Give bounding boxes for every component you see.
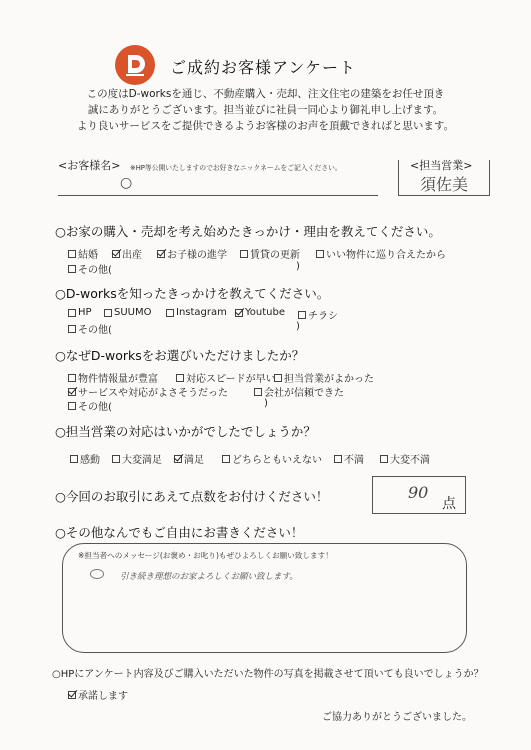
free-comment-text: 引き続き理想のお家よろしくお願い致します。 bbox=[120, 572, 298, 582]
checkbox bbox=[112, 455, 120, 463]
q3-option-service[interactable]: サービスや対応がよさそうだった bbox=[68, 384, 228, 399]
q4-title: ○担当営業の対応はいかがでしたでしょうか？ bbox=[55, 424, 316, 439]
checkbox bbox=[68, 265, 76, 273]
q3-title: ○なぜD-worksをお選びいただけましたか？ bbox=[55, 348, 305, 363]
q3-option-property-info[interactable]: 物件情報量が豊富 bbox=[68, 370, 158, 385]
checkbox bbox=[68, 374, 76, 382]
checkbox bbox=[274, 374, 282, 382]
checkbox bbox=[176, 374, 184, 382]
customer-name-note: ※HP等公開いたしますのでお好きなニックネームをご記入ください。 bbox=[130, 164, 342, 172]
intro-line-2: 誠にありがとうございます。担当並びに社員一同心より御礼申し上げます。 bbox=[87, 104, 444, 116]
thanks-text: ご協力ありがとうございました。 bbox=[322, 712, 472, 723]
checkbox bbox=[68, 325, 76, 333]
q2-option-youtube[interactable]: Youtube bbox=[235, 307, 285, 318]
checkbox bbox=[68, 309, 76, 317]
checkbox-checked bbox=[174, 455, 182, 463]
checkbox bbox=[222, 455, 230, 463]
q4-option-dissatisfied[interactable]: 不満 bbox=[334, 451, 364, 466]
free-comment-note: ※担当者へのメッセージ(お褒め・お叱り)もぜひよろしくお願い致します！ bbox=[78, 551, 333, 560]
q4-option-very-dissatisfied[interactable]: 大変不満 bbox=[380, 451, 430, 466]
q4-option-very-satisfied[interactable]: 大変満足 bbox=[112, 451, 162, 466]
q2-title: ○D-worksを知ったきっかけを教えてください。 bbox=[55, 286, 330, 301]
q4-option-neutral[interactable]: どちらともいえない bbox=[222, 451, 322, 466]
q2-option-hp[interactable]: HP bbox=[68, 307, 92, 318]
checkbox-checked bbox=[235, 309, 243, 317]
q1-option-marriage[interactable]: 結婚 bbox=[68, 246, 98, 261]
intro-line-1: この度はD-worksを通じ、不動産購入・売却、注文住宅の建築をお任せ頂き bbox=[86, 88, 445, 100]
q5-title: ○今回のお取引にあえて点数をお付けください！ bbox=[55, 489, 329, 504]
consent-option-agree[interactable]: 承諾します bbox=[68, 687, 128, 702]
q1-option-good-property[interactable]: いい物件に巡り合えたから bbox=[316, 246, 446, 261]
customer-name-underline bbox=[58, 195, 378, 196]
checkbox-checked bbox=[112, 250, 120, 258]
q2-option-instagram[interactable]: Instagram bbox=[166, 307, 227, 318]
q1-option-birth[interactable]: 出産 bbox=[112, 246, 142, 261]
checkbox bbox=[70, 455, 78, 463]
checkbox bbox=[166, 309, 174, 317]
q3-other-close: ) bbox=[264, 398, 268, 409]
score-value: 90 bbox=[408, 483, 429, 502]
checkbox bbox=[68, 250, 76, 258]
consent-question: ○HPにアンケート内容及びご購入いただいた物件の写真を掲載させて頂いても良いでしょうか？ bbox=[52, 669, 484, 680]
staff-value[interactable]: 須佐美 bbox=[420, 175, 469, 194]
q3-option-trust[interactable]: 会社が信頼できた bbox=[254, 384, 344, 399]
checkbox bbox=[380, 455, 388, 463]
q3-option-speed[interactable]: 対応スピードが早い bbox=[176, 370, 276, 385]
q1-option-school[interactable]: お子様の進学 bbox=[157, 246, 227, 261]
q2-other-close: ) bbox=[296, 321, 300, 332]
q2-option-suumo[interactable]: SUUMO bbox=[104, 307, 152, 318]
q1-other-close: ) bbox=[296, 261, 300, 272]
checkbox bbox=[68, 402, 76, 410]
checkbox-checked bbox=[157, 250, 165, 258]
checkbox bbox=[254, 388, 262, 396]
d-works-logo bbox=[115, 45, 155, 85]
q2-option-other[interactable]: その他( bbox=[68, 321, 112, 336]
q6-title: ○その他なんでもご自由にお書きください！ bbox=[55, 525, 304, 540]
scribble-icon bbox=[90, 569, 104, 579]
q3-option-other[interactable]: その他( bbox=[68, 398, 112, 413]
customer-name-value[interactable]: ○ bbox=[120, 175, 133, 191]
q1-option-other[interactable]: その他( bbox=[68, 261, 112, 276]
checkbox bbox=[104, 309, 112, 317]
customer-name-label: <お客様名> bbox=[58, 159, 121, 172]
score-unit: 点 bbox=[442, 496, 456, 512]
page-title: ご成約お客様アンケート bbox=[170, 58, 357, 77]
checkbox-checked bbox=[68, 388, 76, 396]
checkbox-checked bbox=[68, 691, 76, 699]
logo-mark-icon bbox=[122, 52, 148, 78]
q4-option-satisfied[interactable]: 満足 bbox=[174, 451, 204, 466]
checkbox bbox=[298, 311, 306, 319]
checkbox bbox=[316, 250, 324, 258]
q1-title: ○お家の購入・売却を考え始めたきっかけ・理由を教えてください。 bbox=[55, 224, 441, 239]
checkbox bbox=[240, 250, 248, 258]
q3-option-staff[interactable]: 担当営業がよかった bbox=[274, 370, 374, 385]
checkbox bbox=[334, 455, 342, 463]
q4-option-moved[interactable]: 感動 bbox=[70, 451, 100, 466]
q1-option-lease-renewal[interactable]: 賃貸の更新 bbox=[240, 246, 300, 261]
intro-line-3: より良いサービスをご提供できるようお客様のお声を頂戴できればと思います。 bbox=[76, 120, 455, 132]
staff-label: <担当営業> bbox=[410, 159, 473, 172]
q2-option-flyer[interactable]: チラシ bbox=[298, 307, 338, 322]
